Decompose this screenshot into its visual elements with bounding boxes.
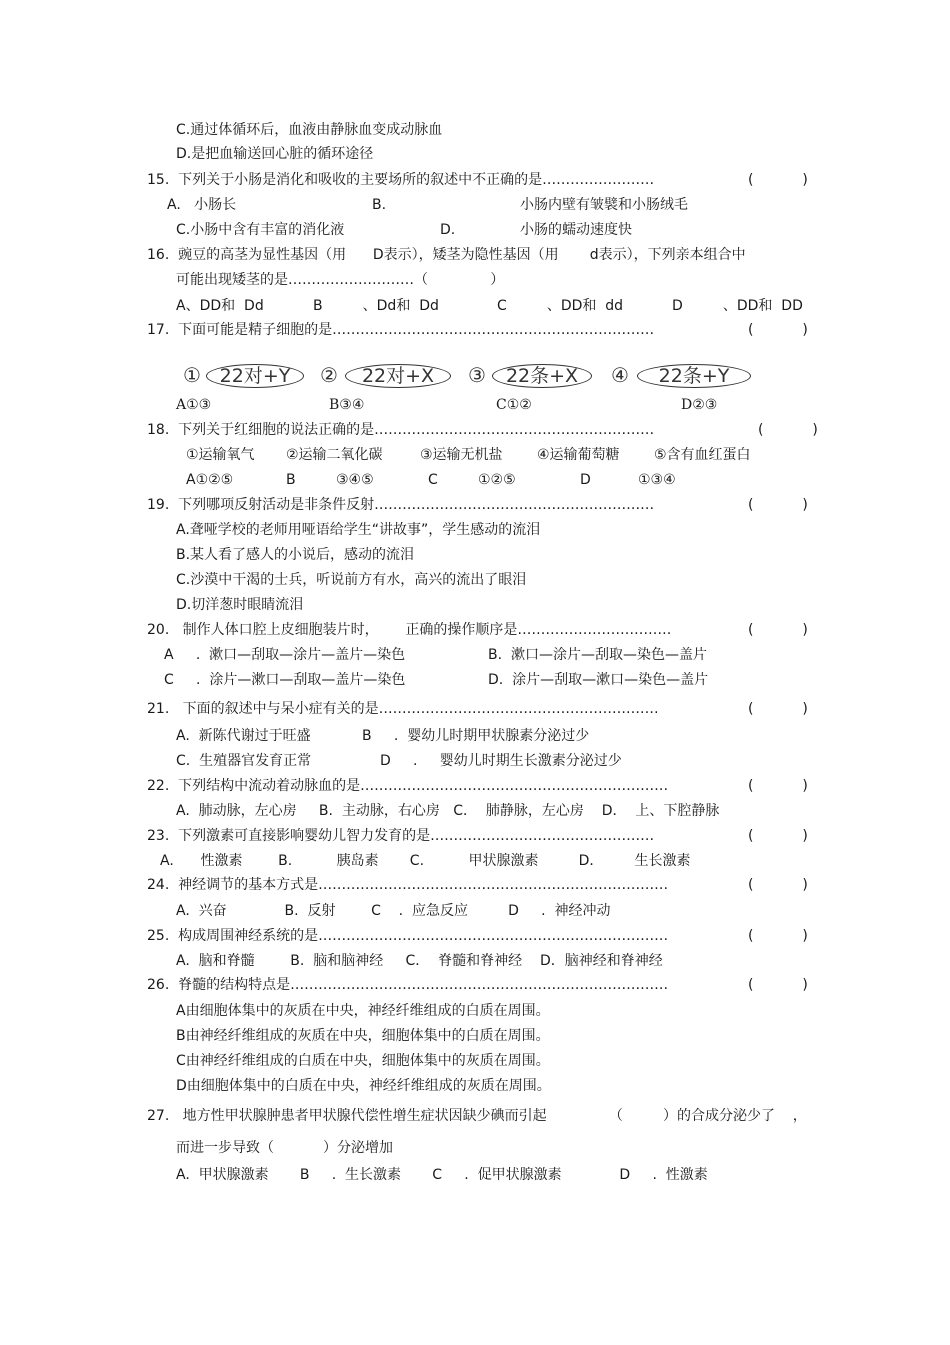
q27-options: A. 甲状腺激素 B . 生长激素 C . 促甲状腺激素 D . 性激素 <box>176 1167 708 1183</box>
answer-paren: ( ) <box>748 778 808 794</box>
q21-option-d: D . 婴幼儿时期生长激素分泌过少 <box>380 753 622 769</box>
q26-option-b: B由神经纤维组成的灰质在中央，细胞体集中的白质在周围。 <box>176 1028 550 1044</box>
q18-item-3: ③运输无机盐 <box>420 447 503 463</box>
answer-paren: ( ) <box>748 977 808 993</box>
question-20: 20. 制作人体口腔上皮细胞装片时， 正确的操作顺序是…………………………… <box>147 622 672 638</box>
question-19: 19. 下列哪项反射活动是非条件反射…………………………………………………… <box>147 497 655 513</box>
q17-option-b: B③④ <box>329 397 365 413</box>
q20-option-a: A . 漱口—刮取—涂片—盖片—染色 <box>164 647 406 663</box>
q15-option-d-letter: D. <box>440 222 456 238</box>
question-27-cont: 而进一步导致（ ）分泌增加 <box>176 1140 393 1156</box>
cell-number-1: ① <box>183 363 201 387</box>
answer-paren: ( ) <box>748 172 808 188</box>
q18-option-a: A①②⑤ <box>186 472 234 488</box>
q19-option-d: D.切洋葱时眼睛流泪 <box>176 597 304 613</box>
question-25: 25. 构成周围神经系统的是………………………………………………………………… <box>147 928 669 944</box>
question-26: 26. 脊髓的结构特点是……………………………………………………………………… <box>147 977 669 993</box>
cell-number-3: ③ <box>468 363 486 387</box>
question-23: 23. 下列激素可直接影响婴幼儿智力发育的是………………………………………… <box>147 828 655 844</box>
q18-option-c: ①②⑤ <box>478 472 516 488</box>
cell-ellipse-2: 22对+X <box>345 364 451 388</box>
q17-option-a: A①③ <box>176 397 212 413</box>
q16-option-a: A、DD和 Dd <box>176 298 264 314</box>
question-27: 27. 地方性甲状腺肿患者甲状腺代偿性增生症状因缺少碘而引起 （ ）的合成分泌少了 ， <box>147 1108 807 1124</box>
q20-option-d: D. 涂片—刮取—漱口—染色—盖片 <box>488 672 709 688</box>
d14-option: D.是把血输送回心脏的循环途径 <box>176 146 374 162</box>
q20-option-c: C . 涂片—漱口—刮取—盖片—染色 <box>164 672 406 688</box>
q21-option-b: B . 婴幼儿时期甲状腺素分泌过少 <box>362 728 590 744</box>
question-24: 24. 神经调节的基本方式是………………………………………………………………… <box>147 877 669 893</box>
q17-option-d: D②③ <box>681 397 718 413</box>
answer-paren: ( ) <box>748 701 808 717</box>
question-18: 18. 下列关于红细胞的说法正确的是…………………………………………………… <box>147 422 655 438</box>
cell-number-2: ② <box>320 363 338 387</box>
q25-options: A. 脑和脊髓 B. 脑和脑神经 C． 脊髓和脊神经 D．脑神经和脊神经 <box>176 953 663 969</box>
answer-paren: ( ) <box>748 877 808 893</box>
question-15: 15. 下列关于小肠是消化和吸收的主要场所的叙述中不正确的是…………………… <box>147 172 655 188</box>
cell-ellipse-3: 22条+X <box>492 364 592 388</box>
cell-number-4: ④ <box>611 363 629 387</box>
q18-item-5: ⑤含有血红蛋白 <box>654 447 751 463</box>
q18-option-d-letter: D <box>580 472 591 488</box>
answer-paren: ( ) <box>748 928 808 944</box>
q26-option-a: A由细胞体集中的灰质在中央，神经纤维组成的白质在周围。 <box>176 1003 550 1019</box>
q15-option-b: 小肠内壁有皱襞和小肠绒毛 <box>520 197 688 213</box>
q18-item-4: ④运输葡萄糖 <box>537 447 620 463</box>
question-17: 17. 下面可能是精子细胞的是…………………………………………………………… <box>147 322 655 338</box>
q19-option-b: B.某人看了感人的小说后，感动的流泪 <box>176 547 415 563</box>
q19-option-a: A.聋哑学校的老师用哑语给学生“讲故事”，学生感动的流泪 <box>176 522 541 538</box>
q26-option-c: C由神经纤维组成的白质在中央，细胞体集中的灰质在周围。 <box>176 1053 550 1069</box>
q23-options: A. 性激素 B. 胰岛素 C. 甲状腺激素 D． 生长激素 <box>160 853 691 869</box>
q16-option-d: D 、DD和 DD <box>672 298 803 314</box>
q16-option-b: B 、Dd和 Dd <box>313 298 439 314</box>
q21-option-a: A. 新陈代谢过于旺盛 <box>176 728 311 744</box>
c14-option: C.通过体循环后，血液由静脉血变成动脉血 <box>176 122 443 138</box>
cell-ellipse-4: 22条+Y <box>637 364 751 388</box>
question-16-cont: 可能出现矮茎的是………………………（ ） <box>176 272 505 288</box>
answer-paren: ( ) <box>748 322 808 338</box>
q21-option-c: C. 生殖器官发育正常 <box>176 753 312 769</box>
q18-option-b-letter: B <box>286 472 296 488</box>
answer-paren: ( ) <box>748 828 808 844</box>
cell-ellipse-1: 22对+Y <box>206 364 304 388</box>
answer-paren: ( ) <box>758 422 818 438</box>
answer-paren: ( ) <box>748 497 808 513</box>
q19-option-c: C.沙漠中干渴的士兵，听说前方有水，高兴的流出了眼泪 <box>176 572 527 588</box>
q15-option-b-letter: B. <box>372 197 387 213</box>
q24-options: A. 兴奋 B. 反射 C . 应急反应 D . 神经冲动 <box>176 903 611 919</box>
question-21: 21. 下面的叙述中与呆小症有关的是…………………………………………………… <box>147 701 659 717</box>
q18-option-d: ①③④ <box>638 472 676 488</box>
q15-option-c: C.小肠中含有丰富的消化液 <box>176 222 345 238</box>
q18-option-c-letter: C <box>428 472 438 488</box>
q18-item-2: ②运输二氧化碳 <box>286 447 383 463</box>
q18-option-b: ③④⑤ <box>336 472 374 488</box>
answer-paren: ( ) <box>748 622 808 638</box>
q20-option-b: B. 漱口—涂片—刮取—染色—盖片 <box>488 647 707 663</box>
q22-options: A. 肺动脉，左心房 B. 主动脉，右心房 C． 肺静脉，左心房 D． 上、下腔静脉 <box>176 803 720 819</box>
q15-option-a: A. 小肠长 <box>167 197 237 213</box>
question-16: 16. 豌豆的高茎为显性基因（用 D表示），矮茎为隐性基因（用 d表示），下列亲本组合中 <box>147 247 746 263</box>
q17-option-c: C①② <box>496 397 532 413</box>
question-22: 22. 下列结构中流动着动脉血的是………………………………………………………… <box>147 778 669 794</box>
q16-option-c: C 、DD和 dd <box>497 298 624 314</box>
q26-option-d: D由细胞体集中的白质在中央，神经纤维组成的灰质在周围。 <box>176 1078 551 1094</box>
q15-option-d: 小肠的蠕动速度快 <box>520 222 632 238</box>
q18-item-1: ①运输氧气 <box>186 447 255 463</box>
